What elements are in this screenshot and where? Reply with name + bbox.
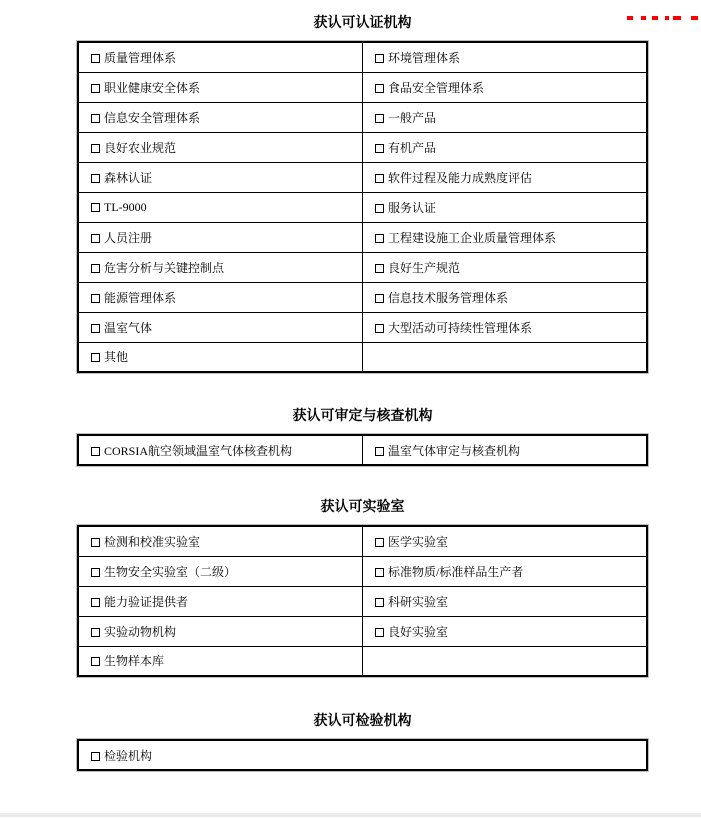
checkbox-icon[interactable] — [91, 174, 100, 183]
category-cell — [78, 435, 363, 465]
clipped-red-link-text[interactable] — [0, 16, 701, 21]
category-cell — [363, 526, 648, 556]
category-label: 危害分析与关键控制点 — [104, 260, 225, 275]
category-label: 温室气体 — [104, 320, 153, 335]
category-cell — [78, 132, 363, 162]
category-cell — [363, 252, 648, 282]
checkbox-icon[interactable] — [91, 294, 100, 303]
checkbox-icon[interactable] — [375, 174, 384, 183]
category-cell — [363, 132, 648, 162]
checkbox-icon[interactable] — [91, 114, 100, 123]
checkbox-icon[interactable] — [91, 353, 100, 362]
table-row — [78, 132, 647, 162]
category-cell — [363, 616, 648, 646]
checkbox-icon[interactable] — [91, 538, 100, 547]
category-label: 良好农业规范 — [104, 140, 177, 155]
table-row — [78, 252, 647, 282]
table-row — [78, 312, 647, 342]
checkbox-icon[interactable] — [91, 144, 100, 153]
checkbox-icon[interactable] — [375, 84, 384, 93]
section-title-inspection-bodies: 获认可检验机构 — [313, 714, 412, 729]
category-cell — [78, 102, 363, 132]
category-cell — [363, 435, 648, 465]
checkbox-icon[interactable] — [375, 204, 384, 213]
red-text-fragment — [627, 16, 633, 20]
checkbox-icon[interactable] — [91, 628, 100, 637]
category-label: 职业健康安全体系 — [104, 80, 201, 95]
category-label: 信息安全管理体系 — [104, 110, 201, 125]
category-cell — [78, 312, 363, 342]
category-cell — [78, 192, 363, 222]
category-label: 食品安全管理体系 — [388, 80, 485, 95]
category-label: 质量管理体系 — [104, 50, 177, 65]
inspection-bodies-table — [77, 739, 648, 771]
category-cell — [363, 282, 648, 312]
category-cell — [363, 222, 648, 252]
empty-cell — [363, 646, 648, 676]
red-text-fragment — [665, 16, 669, 20]
checkbox-icon[interactable] — [91, 54, 100, 63]
table-row — [78, 72, 647, 102]
category-cell — [363, 312, 648, 342]
category-cell — [78, 342, 363, 372]
category-cell — [78, 252, 363, 282]
category-label: 有机产品 — [388, 140, 437, 155]
checkbox-icon[interactable] — [91, 324, 100, 333]
category-cell — [78, 72, 363, 102]
category-label: 生物样本库 — [104, 654, 165, 669]
certification-bodies-table — [77, 41, 648, 373]
category-cell — [78, 586, 363, 616]
category-cell — [363, 72, 648, 102]
category-label: 大型活动可持续性管理体系 — [388, 320, 533, 335]
category-label: 森林认证 — [104, 170, 153, 185]
checkbox-icon[interactable] — [375, 114, 384, 123]
validation-verification-bodies-table — [77, 434, 648, 466]
red-text-fragment — [641, 16, 646, 20]
checkbox-icon[interactable] — [91, 752, 100, 761]
table-row — [78, 586, 647, 616]
category-label: 良好实验室 — [388, 624, 449, 639]
table-row — [78, 162, 647, 192]
checkbox-icon[interactable] — [375, 264, 384, 273]
category-cell — [363, 102, 648, 132]
category-cell — [78, 42, 363, 72]
category-label: 生物安全实验室（二级） — [104, 564, 237, 579]
table-row — [78, 192, 647, 222]
category-cell — [78, 526, 363, 556]
empty-cell — [363, 342, 648, 372]
category-label: 医学实验室 — [388, 534, 449, 549]
category-label: 检测和校准实验室 — [104, 534, 201, 549]
table-row — [78, 740, 647, 770]
bottom-page-strip — [0, 813, 701, 817]
checkbox-icon[interactable] — [91, 447, 100, 456]
category-label: 良好生产规范 — [388, 260, 461, 275]
category-label: 检验机构 — [104, 748, 153, 763]
category-cell — [78, 740, 647, 770]
category-cell — [363, 162, 648, 192]
laboratories-table — [77, 525, 648, 677]
category-label: 环境管理体系 — [388, 50, 461, 65]
section-title-validation-verification-bodies: 获认可审定与核查机构 — [292, 409, 433, 424]
category-cell — [78, 222, 363, 252]
checkbox-icon[interactable] — [91, 234, 100, 243]
checkbox-icon[interactable] — [375, 538, 384, 547]
table-row — [78, 102, 647, 132]
checkbox-icon[interactable] — [91, 84, 100, 93]
category-label: 实验动物机构 — [104, 624, 177, 639]
table-row — [78, 342, 647, 372]
category-label: TL-9000 — [104, 199, 147, 214]
category-cell — [78, 556, 363, 586]
table-row — [78, 526, 647, 556]
table-row — [78, 222, 647, 252]
table-row — [78, 616, 647, 646]
category-label: 能力验证提供者 — [104, 594, 189, 609]
section-title-laboratories: 获认可实验室 — [320, 500, 405, 515]
category-label: CORSIA航空领域温室气体核查机构 — [104, 443, 293, 458]
category-cell — [78, 616, 363, 646]
section-title-certification-bodies: 获认可认证机构 — [313, 16, 412, 31]
red-text-fragment — [652, 16, 658, 20]
checkbox-icon[interactable] — [375, 234, 384, 243]
category-label: 其他 — [104, 350, 129, 365]
checkbox-icon[interactable] — [91, 203, 100, 212]
checkbox-icon[interactable] — [375, 568, 384, 577]
checkbox-icon[interactable] — [375, 598, 384, 607]
category-label: 温室气体审定与核查机构 — [388, 443, 521, 458]
category-label: 工程建设施工企业质量管理体系 — [388, 230, 557, 245]
checkbox-icon[interactable] — [91, 598, 100, 607]
table-row — [78, 435, 647, 465]
category-label: 能源管理体系 — [104, 290, 177, 305]
category-cell — [363, 42, 648, 72]
table-row — [78, 646, 647, 676]
checkbox-icon[interactable] — [91, 568, 100, 577]
category-label: 一般产品 — [388, 110, 437, 125]
category-cell — [78, 282, 363, 312]
category-cell — [78, 646, 363, 676]
category-label: 科研实验室 — [388, 594, 449, 609]
checkbox-icon[interactable] — [375, 628, 384, 637]
category-label: 信息技术服务管理体系 — [388, 290, 509, 305]
checkbox-icon[interactable] — [91, 264, 100, 273]
table-row — [78, 282, 647, 312]
checkbox-icon[interactable] — [375, 294, 384, 303]
checkbox-icon[interactable] — [375, 447, 384, 456]
checkbox-icon[interactable] — [375, 54, 384, 63]
category-label: 人员注册 — [104, 230, 153, 245]
category-cell — [363, 586, 648, 616]
category-label: 服务认证 — [388, 200, 437, 215]
red-text-fragment — [691, 16, 698, 20]
checkbox-icon[interactable] — [91, 657, 100, 666]
category-label: 软件过程及能力成熟度评估 — [388, 170, 533, 185]
table-row — [78, 42, 647, 72]
category-cell — [78, 162, 363, 192]
category-cell — [363, 192, 648, 222]
table-row — [78, 556, 647, 586]
checkbox-icon[interactable] — [375, 324, 384, 333]
checkbox-icon[interactable] — [375, 144, 384, 153]
category-label: 标准物质/标准样品生产者 — [388, 564, 524, 579]
category-cell — [363, 556, 648, 586]
red-text-fragment — [673, 16, 681, 20]
